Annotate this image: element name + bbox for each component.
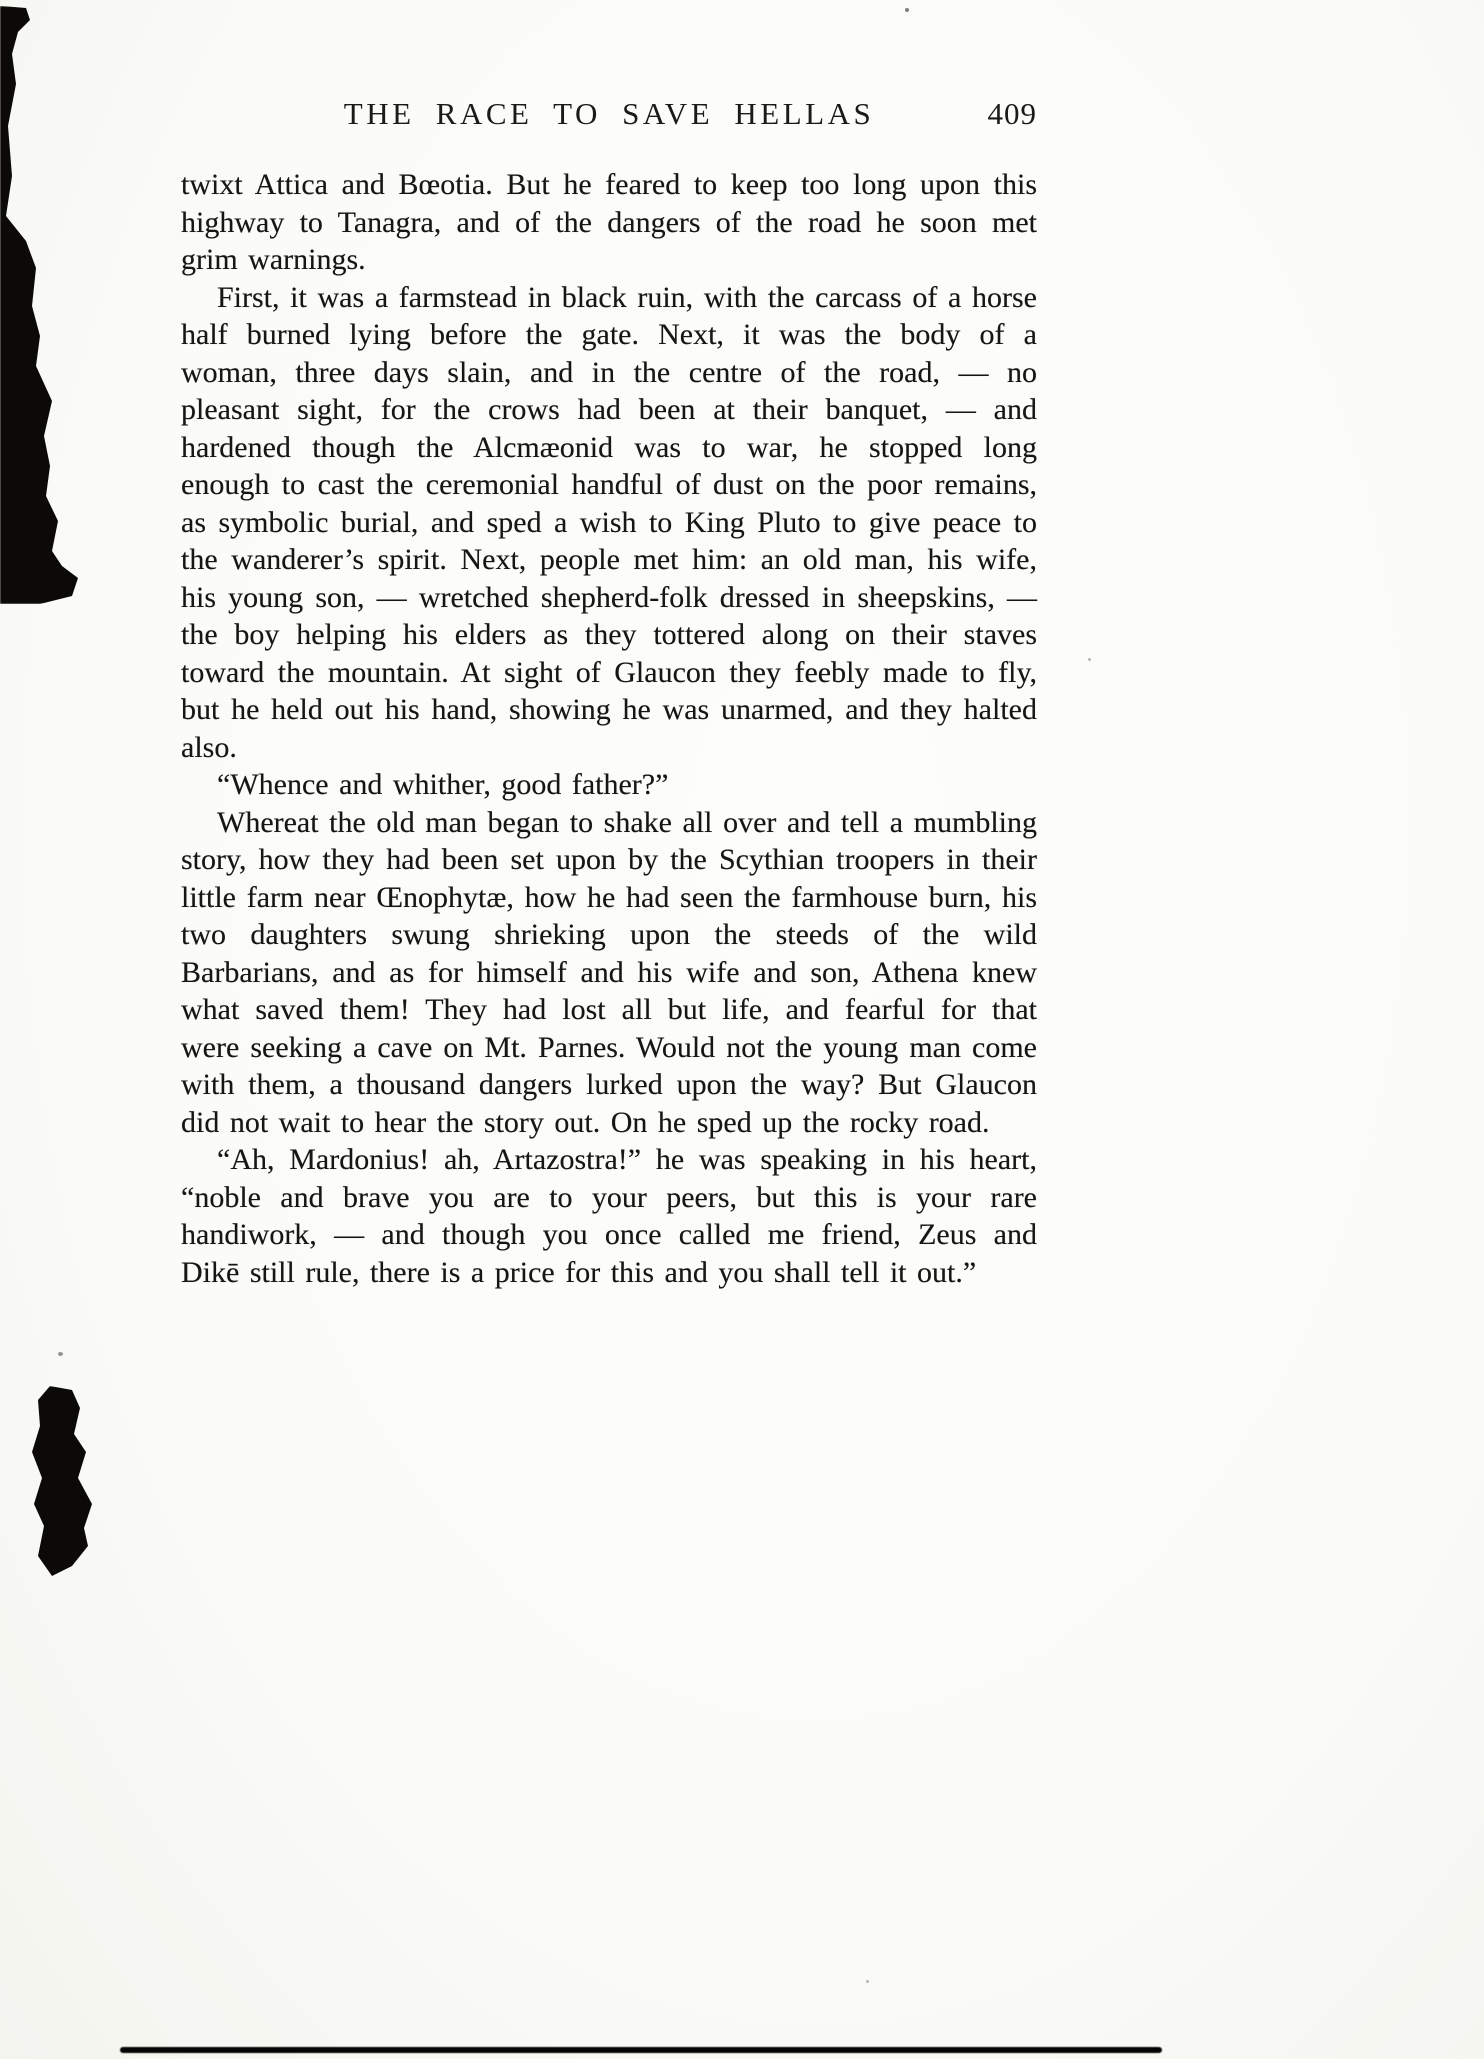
- paragraph: “Ah, Mardonius! ah, Artazostra!” he was speaking in his heart, “noble and brave you are to your peers, but this is your rare handiwork, — and though you once called me friend, Zeus and Dikē still rule, there is a price for this and you shall tell it out.”: [181, 1143, 1037, 1289]
- scan-ink-artifact-bottom-left: [28, 1386, 108, 1578]
- body-text: [181, 166, 1037, 1291]
- paragraph: “Whence and whither, good father?”: [217, 768, 669, 801]
- scan-speck: [58, 1352, 63, 1356]
- scan-speck: [905, 8, 909, 12]
- scan-speck: [1088, 658, 1091, 661]
- running-title: THE RACE TO SAVE HELLAS: [343, 96, 875, 131]
- paragraph: twixt Attica and Bœotia. But he feared to keep too long upon this highway to Tanagra, and of the dangers of the road he soon met grim warnings.: [181, 168, 1037, 276]
- paragraph: Whereat the old man began to shake all over and tell a mumbling story, how they had been set upon by the Scythian troopers in their little farm near Œnophytæ, how he had seen the farmhouse burn, his two daughters swung shrieking upon the steeds of the wild Barbarians, and as for himself and his wife and son, Athena knew what saved them! They had lost all but life, and fearful for that were seeking a cave on Mt. Parnes. Would not the young man come with them, a thousand dangers lurked upon the way? But Glaucon did not wait to hear the story out. On he sped up the rocky road.: [181, 805, 1037, 1139]
- scan-edge-line-bottom: [120, 2047, 1162, 2053]
- page-header: [181, 96, 1037, 138]
- paragraph: First, it was a farmstead in black ruin, with the carcass of a horse half burned lying before the gate. Next, it was the body of a woman, three days slain, and in the centre of the road, — no pleasant sight, for the crows had been at their banquet, — and hardened though the Alcmæonid was to war, he stopped long enough to cast the ceremonial handful of dust on the poor remains, as symbolic burial, and sped a wish to King Pluto to give peace to the wanderer’s spirit. Next, people met him: an old man, his wife, his young son, — wretched shepherd-folk dressed in sheepskins, — the boy helping his elders as they tottered along on their staves toward the mountain. At sight of Glaucon they feebly made to fly, but he held out his hand, showing he was unarmed, and they halted also.: [181, 280, 1037, 764]
- scan-ink-artifact-top-left: [0, 6, 80, 604]
- scan-speck: [866, 1980, 869, 1983]
- page-number: 409: [987, 96, 1037, 131]
